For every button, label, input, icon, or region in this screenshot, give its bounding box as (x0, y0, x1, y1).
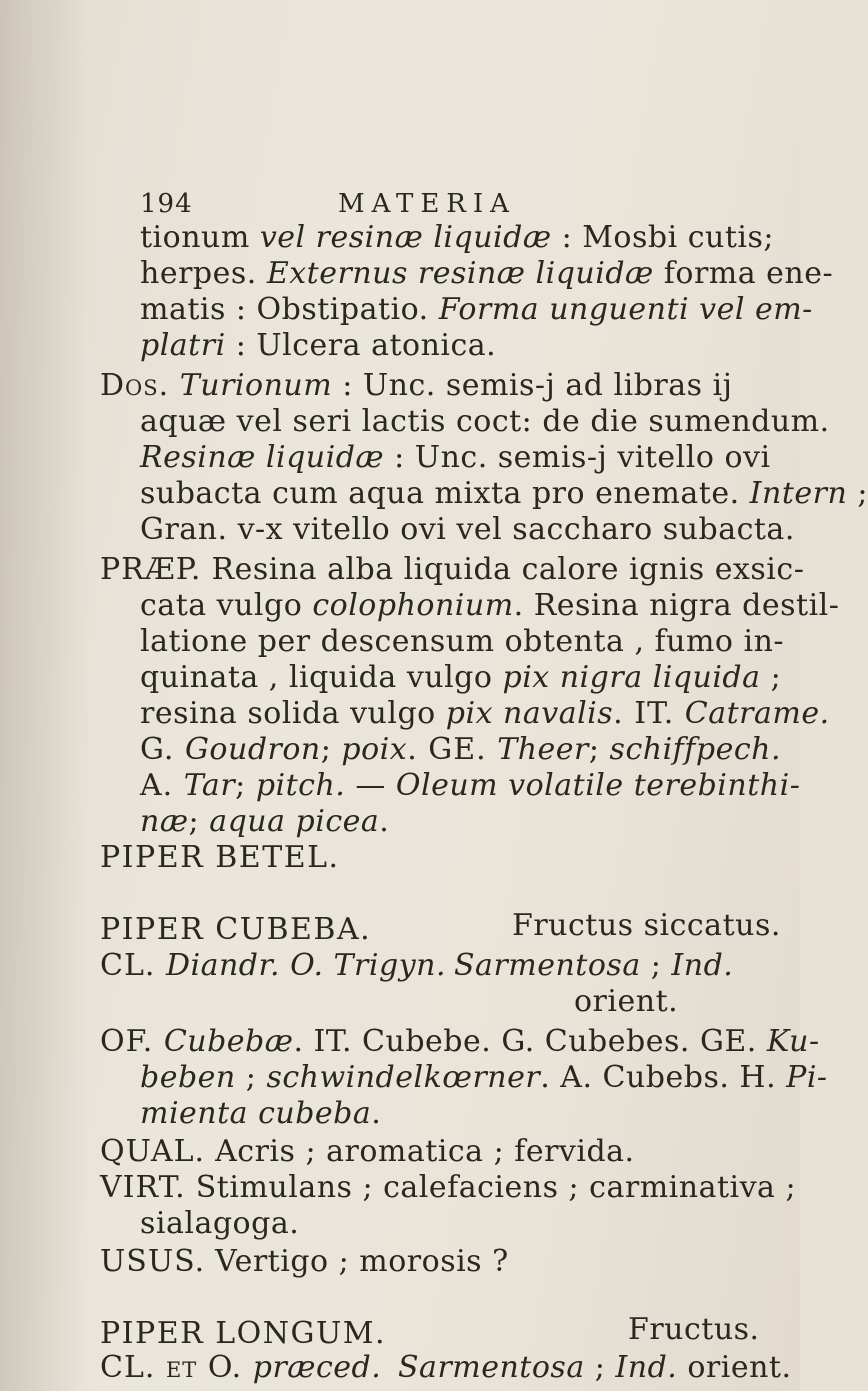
text-line: cata vulgo colophonium. Resina nigra destil- (140, 588, 840, 623)
text-line: aquæ vel seri lactis coct: de die sumendum. (140, 404, 830, 439)
officinal-names-line: OF. Cubebæ. IT. Cubebe. G. Cubebes. GE. Ku- (100, 1024, 820, 1059)
text-line: beben ; schwindelkœrner. A. Cubebs. H. Pi- (140, 1060, 828, 1095)
qualitas-line: QUAL. Acris ; aromatica ; fervida. (100, 1134, 635, 1169)
text-line: matis : Obstipatio. Forma unguenti vel em- (140, 292, 813, 327)
classification-line: CL. Diandr. O. Trigyn. (100, 948, 446, 983)
fructus-label: Fructus. (628, 1312, 760, 1347)
page-number: 194 (140, 189, 193, 219)
text-line: A. Tar; pitch. — Oleum volatile terebinthi- (140, 768, 801, 803)
section-heading-longum: PIPER LONGUM. (100, 1316, 387, 1351)
usus-line: USUS. Vertigo ; morosis ? (100, 1244, 509, 1279)
text-line: quinata , liquida vulgo pix nigra liquida ; (140, 660, 782, 695)
section-heading-betel: PIPER BETEL. (100, 840, 340, 875)
text-line: herpes. Externus resinæ liquidæ forma ene- (140, 256, 834, 291)
text-line: næ; aqua picea. (140, 804, 390, 839)
praep-heading-line: PRÆP. Resina alba liquida calore ignis exsic- (100, 552, 805, 587)
fructus-label: Fructus siccatus. (512, 908, 781, 943)
page-gutter-shadow (0, 0, 90, 1391)
text-line: platri : Ulcera atonica. (140, 328, 497, 363)
section-heading-cubeba: PIPER CUBEBA. (100, 912, 372, 947)
text-line: subacta cum aqua mixta pro enemate. Intern ; (140, 476, 868, 511)
habitat-continued: orient. (574, 984, 679, 1019)
classification-line: CL. et O. præced. (100, 1350, 382, 1385)
text-line: G. Goudron; poix. GE. Theer; schiffpech. (140, 732, 781, 767)
habitat-line: Sarmentosa ; Ind. orient. (398, 1350, 792, 1385)
running-title: MATERIA (338, 189, 516, 219)
text-line: sialagoga. (140, 1206, 300, 1241)
text-line: latione per descensum obtenta , fumo in- (140, 624, 785, 659)
dos-heading-line: Dos. Turionum : Unc. semis-j ad libras ij (100, 368, 733, 403)
virtus-line: VIRT. Stimulans ; calefaciens ; carminativa ; (100, 1170, 797, 1205)
habitat-line: Sarmentosa ; Ind. (454, 948, 734, 983)
text-line: mienta cubeba. (140, 1096, 382, 1131)
text-line: Gran. v-x vitello ovi vel saccharo subacta. (140, 512, 795, 547)
text-line: Resinæ liquidæ : Unc. semis-j vitello ovi (140, 440, 771, 475)
text-line: resina solida vulgo pix navalis. IT. Catrame. (140, 696, 830, 731)
text-line: tionum vel resinæ liquidæ : Mosbi cutis; (140, 220, 774, 255)
